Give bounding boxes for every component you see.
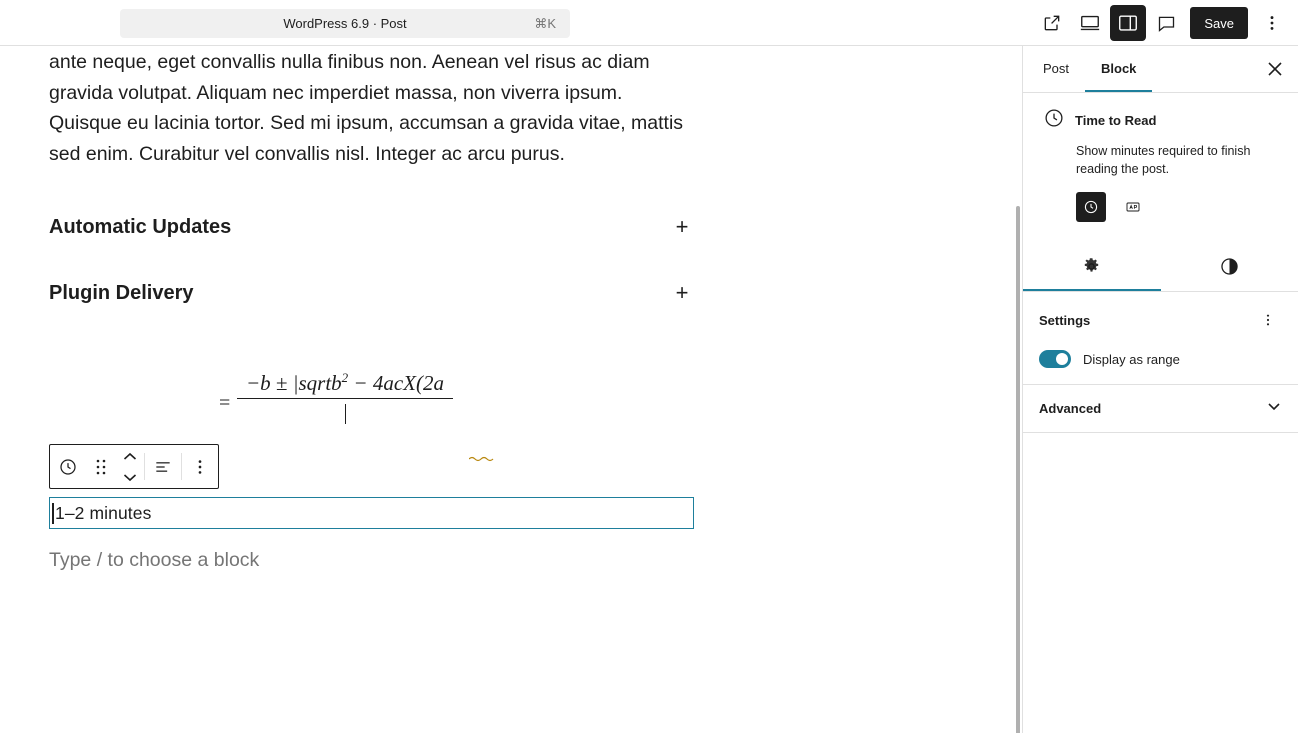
- display-as-range-toggle[interactable]: [1039, 350, 1071, 368]
- display-as-range-label: Display as range: [1083, 351, 1180, 367]
- empty-block-placeholder[interactable]: Type / to choose a block: [49, 549, 260, 571]
- desktop-preview-icon[interactable]: [1072, 5, 1108, 41]
- formula-numerator: [237, 370, 453, 398]
- save-button[interactable]: Save: [1190, 7, 1248, 39]
- align-icon[interactable]: [145, 445, 181, 488]
- block-toolbar[interactable]: [49, 444, 219, 489]
- time-to-read-block[interactable]: [49, 497, 694, 529]
- styles-contrast-icon[interactable]: [1161, 244, 1298, 291]
- heading-row-plugin-delivery: [49, 281, 694, 305]
- command-bar-label: WordPress 6.9 · Post: [283, 16, 407, 31]
- comment-icon[interactable]: [1148, 5, 1184, 41]
- top-toolbar: [0, 0, 1298, 46]
- command-bar[interactable]: [120, 9, 570, 38]
- formula-exponent: 2: [341, 370, 349, 385]
- add-block-button[interactable]: +: [670, 281, 694, 305]
- spellcheck-squiggle-icon: [469, 456, 495, 462]
- paragraph-block[interactable]: ante neque, eget convallis nulla finibus non. Aenean vel risus ac diam gravida volutpat. Aliquam nec imperdiet massa, non viverra ipsum. Quisque eu lacinia tortor. Sed mi ipsum, accumsan a gravida vitae, mattis sed enim. Curabitur vel convallis nisl. Integer ac arcu purus.: [49, 51, 684, 165]
- block-info-card: [1023, 93, 1298, 234]
- heading-block[interactable]: Automatic Updates: [49, 215, 232, 238]
- block-toolbar-left-group: [50, 445, 144, 488]
- formula-denominator: [237, 399, 453, 427]
- advanced-label: Advanced: [1039, 401, 1102, 416]
- sidebar-tabs: [1023, 46, 1298, 93]
- drag-handle-icon[interactable]: [86, 445, 116, 488]
- kebab-menu-icon[interactable]: [1254, 5, 1290, 41]
- external-link-icon[interactable]: [1034, 5, 1070, 41]
- tab-block[interactable]: Block: [1085, 46, 1152, 92]
- add-block-button[interactable]: +: [670, 215, 694, 239]
- formula-fraction: [237, 370, 453, 427]
- sidebar-toggle-icon[interactable]: [1110, 5, 1146, 41]
- canvas-scrollbar[interactable]: [1016, 206, 1020, 733]
- heading-block[interactable]: Plugin Delivery: [49, 281, 194, 304]
- settings-header: [1039, 306, 1282, 334]
- editor-canvas[interactable]: [0, 46, 1022, 733]
- chevron-down-icon[interactable]: [116, 467, 144, 487]
- block-toolbar-more-group: [182, 445, 218, 488]
- chevron-down-icon: [1266, 398, 1282, 419]
- clock-icon: [1043, 107, 1065, 134]
- text-caret: [52, 503, 54, 524]
- clock-icon[interactable]: [1076, 192, 1106, 222]
- formula-numerator-part-a: −b ± |sqrtb: [246, 371, 342, 395]
- advanced-section[interactable]: [1023, 385, 1298, 433]
- kebab-menu-icon[interactable]: [182, 445, 218, 488]
- settings-title: Settings: [1039, 312, 1091, 328]
- block-info-head: [1043, 107, 1278, 134]
- chevron-up-icon[interactable]: [116, 447, 144, 467]
- close-icon[interactable]: [1258, 52, 1292, 86]
- clock-icon[interactable]: [50, 445, 86, 488]
- command-bar-shortcut: ⌘K: [534, 15, 556, 31]
- tab-post[interactable]: Post: [1023, 46, 1085, 92]
- formula-equals-sign: =: [219, 392, 231, 414]
- settings-sidebar: [1022, 46, 1298, 733]
- time-to-read-value: 1–2 minutes: [55, 502, 152, 523]
- sidebar-icon-tabs: [1023, 244, 1298, 292]
- block-movers: [116, 445, 144, 488]
- toggle-knob: [1056, 353, 1068, 365]
- formula-numerator-part-b: − 4acX(2a: [348, 371, 444, 395]
- top-toolbar-actions: [1034, 0, 1290, 46]
- settings-gear-icon[interactable]: [1023, 244, 1161, 291]
- block-toolbar-align-group: [145, 445, 181, 488]
- post-content: [49, 46, 695, 305]
- text-badge-icon[interactable]: [1118, 192, 1148, 222]
- settings-panel: [1023, 292, 1298, 385]
- heading-row-automatic-updates: [49, 215, 694, 239]
- kebab-menu-icon[interactable]: [1254, 306, 1282, 334]
- block-variations: [1076, 192, 1278, 222]
- block-description: Show minutes required to finish reading the post.: [1076, 144, 1251, 176]
- text-caret: [345, 404, 346, 424]
- display-as-range-row: [1039, 350, 1282, 368]
- block-title: Time to Read: [1075, 113, 1157, 128]
